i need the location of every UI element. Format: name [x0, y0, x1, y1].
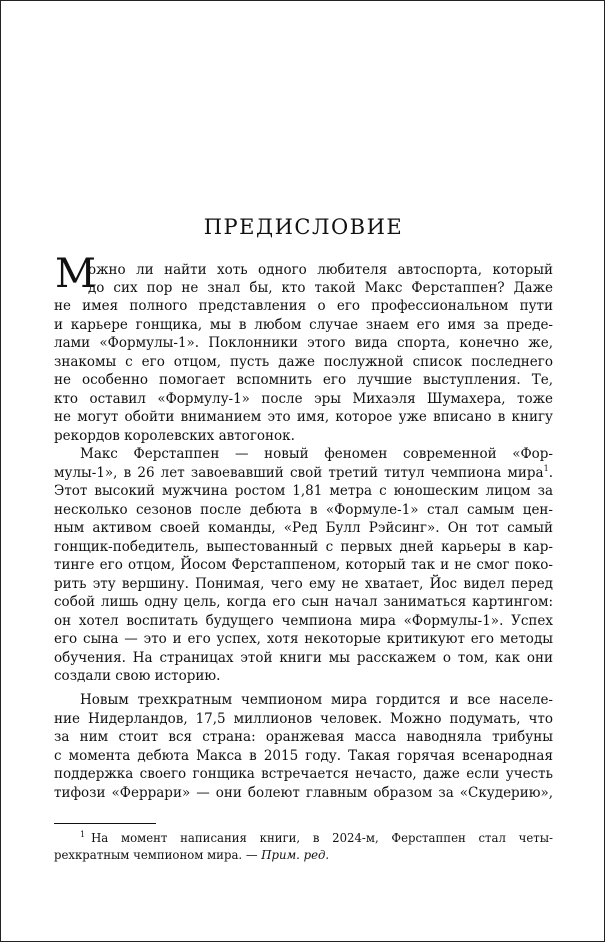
text-line: он хотел воспитать будущего чемпиона мира «Формулы-1». Успех — [54, 613, 553, 629]
text-line: Макс Ферстаппен — новый феномен современной «Фор- — [80, 446, 553, 462]
text-line: несколько сезонов после дебюта в «Формуле-1» стал самым цен- — [54, 502, 553, 518]
footnote-text: На момент написания книги, в 2024-м, Ферстаппен стал четы- — [91, 831, 553, 845]
footnote-line — [54, 847, 553, 863]
footnote-number: 1 — [80, 830, 86, 839]
text-line: не могут обойти вниманием это имя, которое уже вписано в книгу — [54, 409, 553, 425]
text-segment: . — [548, 465, 553, 481]
text-line: его сына — это и его успех, хотя некоторые критикуют его методы — [54, 631, 553, 647]
text-line: ожно ли найти хоть одного любителя автоспорта, который — [88, 262, 553, 278]
text-line — [54, 464, 553, 482]
text-line: рить эту вершину. Понимая, чего ему не хватает, Йос видел перед — [54, 576, 553, 592]
text-line: Этот высокий мужчина ростом 1,81 метра с юношеским лицом за — [54, 483, 553, 499]
text-line: тифози «Феррари» — они болеют главным образом за «Скудерию», — [54, 785, 553, 801]
text-line: до сих пор не знал бы, кто такой Макс Ферстаппен? Даже — [88, 280, 553, 296]
footnote-rule — [54, 823, 156, 824]
text-segment: мулы-1», в 26 лет завоевавший свой третий титул чемпиона мира — [54, 465, 544, 481]
text-line: знакомы с его отцом, пусть даже послужной список последнего — [54, 354, 553, 370]
text-line: не особенно помогает вспомнить его лучшие выступления. Те, — [54, 372, 553, 388]
text-line: создали свою историю. — [54, 668, 221, 684]
text-line: рекордов королевских автогонок. — [54, 428, 295, 444]
footnote-line — [80, 830, 553, 846]
text-line: Новым трехкратным чемпионом мира гордится и все населе- — [80, 692, 553, 708]
text-line: кто оставил «Формулу-1» после эры Михаэля Шумахера, тоже — [54, 391, 553, 407]
footnote-text: рехкратным чемпионом мира. — — [54, 848, 258, 862]
drop-cap: М — [55, 251, 96, 297]
text-line: тинге его отцом, Йосом Ферстаппеном, который так и не смог поко- — [54, 557, 553, 573]
text-line: обучения. На страницах этой книги мы расскажем о том, как они — [54, 650, 553, 666]
text-line: не имея полного представления о его профессиональном пути — [54, 298, 553, 314]
text-line: лами «Формулы-1». Поклонники этого вида спорта, конечно же, — [54, 335, 553, 351]
text-line: поддержка своего гонщика встречается нечасто, даже если учесть — [54, 766, 553, 782]
text-line: и карьере гонщика, мы в любом случае знаем его имя за преде- — [54, 317, 553, 333]
editor-note: Прим. ред. — [261, 848, 330, 862]
text-line: ние Нидерландов, 17,5 миллионов человек. Можно подумать, что — [54, 711, 553, 727]
text-line: ным активом своей команды, «Ред Булл Рэйсинг». Он тот самый — [54, 520, 553, 536]
text-line: за ним стоит вся страна: оранжевая масса наводняла трибуны — [54, 729, 553, 745]
text-line: гонщик-победитель, выпестованный с первых дней карьеры в кар- — [54, 539, 553, 555]
text-line: с момента дебюта Макса в 2015 году. Такая горячая всенародная — [54, 748, 553, 764]
text-line: собой лишь одну цель, когда его сын начал заниматься картингом: — [54, 594, 553, 610]
chapter-title: ПРЕДИСЛОВИЕ — [203, 215, 404, 239]
footnote-marker: 1 — [543, 464, 549, 473]
